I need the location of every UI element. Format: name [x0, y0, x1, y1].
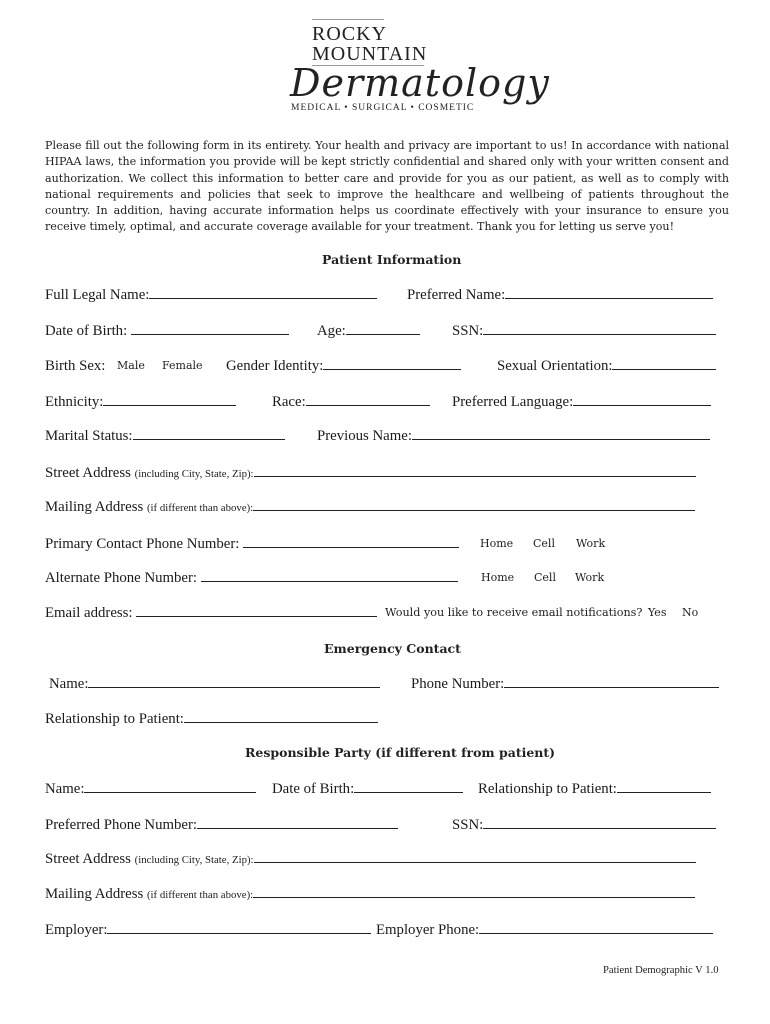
- emergency-relationship-field[interactable]: [45, 710, 378, 728]
- gender-identity-line[interactable]: [323, 357, 461, 370]
- street-address-label: Street Address: [45, 465, 131, 481]
- primary-phone-home-option[interactable]: Home: [480, 537, 514, 550]
- alternate-phone-work-option[interactable]: Work: [575, 571, 605, 584]
- emergency-phone-label: Phone Number:: [411, 676, 505, 692]
- ethnicity-field[interactable]: [45, 393, 236, 411]
- preferred-language-label: Preferred Language:: [452, 394, 574, 410]
- responsible-mailing-label: Mailing Address: [45, 886, 144, 902]
- full-legal-name-label: Full Legal Name:: [45, 287, 150, 303]
- responsible-ssn-field[interactable]: [452, 816, 716, 834]
- logo-mountain: MOUNTAIN: [312, 43, 428, 65]
- mailing-address-line[interactable]: [253, 498, 695, 511]
- mailing-address-note: (if different than above):: [146, 502, 254, 514]
- street-address-line[interactable]: [254, 464, 696, 477]
- race-label: Race:: [272, 394, 306, 410]
- responsible-street-label: Street Address: [45, 851, 131, 867]
- responsible-phone-field[interactable]: [45, 816, 398, 834]
- ethnicity-line[interactable]: [103, 393, 236, 406]
- dob-line[interactable]: [131, 322, 289, 335]
- age-label: Age:: [317, 323, 346, 339]
- responsible-mailing-field[interactable]: [45, 885, 695, 904]
- emergency-phone-line[interactable]: [504, 675, 719, 688]
- preferred-name-label: Preferred Name:: [407, 287, 506, 303]
- marital-status-field[interactable]: [45, 427, 285, 445]
- responsible-name-line[interactable]: [84, 780, 256, 793]
- responsible-mailing-line[interactable]: [253, 885, 695, 898]
- responsible-phone-label: Preferred Phone Number:: [45, 817, 198, 833]
- responsible-name-field[interactable]: [45, 780, 256, 798]
- email-notifications-yes-option[interactable]: Yes: [648, 606, 667, 619]
- emergency-name-label: Name:: [49, 676, 89, 692]
- birth-sex-label: Birth Sex:: [45, 358, 106, 374]
- responsible-street-field[interactable]: [45, 850, 696, 869]
- preferred-language-field[interactable]: [452, 393, 711, 411]
- birth-sex-male-option[interactable]: Male: [117, 359, 145, 372]
- emergency-contact-heading: Emergency Contact: [324, 641, 461, 656]
- logo-subtitle: MEDICAL • SURGICAL • COSMETIC: [291, 103, 475, 113]
- sexual-orientation-label: Sexual Orientation:: [497, 358, 613, 374]
- preferred-language-line[interactable]: [573, 393, 711, 406]
- full-legal-name-line[interactable]: [149, 286, 377, 299]
- primary-phone-line[interactable]: [243, 535, 459, 548]
- emergency-name-line[interactable]: [88, 675, 380, 688]
- responsible-dob-line[interactable]: [354, 780, 463, 793]
- full-legal-name-field[interactable]: [45, 286, 377, 304]
- logo-rocky: ROCKY: [312, 23, 388, 45]
- patient-information-heading: Patient Information: [322, 252, 462, 267]
- footer-version: Patient Demographic V 1.0: [603, 965, 719, 976]
- ssn-field[interactable]: [452, 322, 716, 340]
- employer-phone-label: Employer Phone:: [376, 922, 480, 938]
- age-field[interactable]: [317, 322, 420, 340]
- age-line[interactable]: [346, 322, 420, 335]
- responsible-ssn-line[interactable]: [483, 816, 716, 829]
- emergency-phone-field[interactable]: [411, 675, 719, 693]
- birth-sex-female-option[interactable]: Female: [162, 359, 203, 372]
- logo-top-rule: [312, 19, 384, 20]
- race-field[interactable]: [272, 393, 430, 411]
- responsible-name-label: Name:: [45, 781, 85, 797]
- logo-dermatology: Dermatology: [290, 61, 550, 105]
- responsible-phone-line[interactable]: [197, 816, 398, 829]
- email-notifications-no-option[interactable]: No: [682, 606, 699, 619]
- email-field[interactable]: [45, 604, 377, 622]
- ethnicity-label: Ethnicity:: [45, 394, 104, 410]
- street-address-note: (including City, State, Zip):: [134, 468, 254, 480]
- dob-field[interactable]: [45, 322, 289, 340]
- email-line[interactable]: [136, 604, 377, 617]
- alternate-phone-home-option[interactable]: Home: [481, 571, 515, 584]
- responsible-dob-label: Date of Birth:: [272, 781, 355, 797]
- emergency-name-field[interactable]: [49, 675, 380, 693]
- email-notifications-question: Would you like to receive email notifications?: [385, 606, 643, 619]
- emergency-relationship-line[interactable]: [184, 710, 378, 723]
- responsible-street-note: (including City, State, Zip):: [134, 854, 254, 866]
- primary-phone-field[interactable]: [45, 535, 459, 553]
- responsible-relationship-field[interactable]: [478, 780, 711, 798]
- responsible-street-line[interactable]: [254, 850, 696, 863]
- gender-identity-label: Gender Identity:: [226, 358, 324, 374]
- intro-paragraph: Please fill out the following form in its entirety. Your health and privacy are important to us! In accordance with national HIPAA laws, the information you provide will be kept strictly confidential and shared only with your written consent and authorization. We collect this information to better care and provide for you as our patient, as well as to comply with national requirements and policies that seek to improve the healthcare and wellbeing of patients throughout the country. In addition, having accurate information helps us coordinate effectively with your insurance to ensure you receive timely, optimal, and accurate coverage available for your treatment. Thank you for letting us serve you!: [45, 139, 729, 234]
- mailing-address-field[interactable]: [45, 498, 695, 517]
- preferred-name-line[interactable]: [505, 286, 713, 299]
- alternate-phone-field[interactable]: [45, 569, 458, 587]
- alternate-phone-label: Alternate Phone Number:: [45, 570, 198, 586]
- dob-label: Date of Birth:: [45, 323, 128, 339]
- responsible-party-heading: Responsible Party (if different from patient): [245, 745, 556, 760]
- responsible-relationship-label: Relationship to Patient:: [478, 781, 617, 797]
- email-label: Email address:: [45, 605, 133, 621]
- gender-identity-field[interactable]: [226, 357, 461, 375]
- employer-phone-field[interactable]: [376, 921, 713, 939]
- employer-field[interactable]: [45, 921, 371, 939]
- responsible-relationship-line[interactable]: [617, 780, 711, 793]
- primary-phone-work-option[interactable]: Work: [576, 537, 606, 550]
- marital-status-line[interactable]: [133, 427, 285, 440]
- ssn-line[interactable]: [483, 322, 716, 335]
- sexual-orientation-line[interactable]: [612, 357, 716, 370]
- employer-line[interactable]: [107, 921, 371, 934]
- marital-status-label: Marital Status:: [45, 428, 133, 444]
- street-address-field[interactable]: [45, 464, 696, 483]
- previous-name-label: Previous Name:: [317, 428, 412, 444]
- primary-phone-cell-option[interactable]: Cell: [533, 537, 555, 550]
- employer-phone-line[interactable]: [479, 921, 713, 934]
- emergency-relationship-label: Relationship to Patient:: [45, 711, 184, 727]
- race-line[interactable]: [306, 393, 430, 406]
- alternate-phone-line[interactable]: [201, 569, 458, 582]
- mailing-address-label: Mailing Address: [45, 499, 144, 515]
- previous-name-line[interactable]: [412, 427, 710, 440]
- primary-phone-label: Primary Contact Phone Number:: [45, 536, 240, 552]
- ssn-label: SSN:: [452, 323, 484, 339]
- employer-label: Employer:: [45, 922, 108, 938]
- responsible-dob-field[interactable]: [272, 780, 463, 798]
- preferred-name-field[interactable]: [407, 286, 713, 304]
- sexual-orientation-field[interactable]: [497, 357, 716, 375]
- responsible-ssn-label: SSN:: [452, 817, 484, 833]
- responsible-mailing-note: (if different than above):: [146, 889, 254, 901]
- alternate-phone-cell-option[interactable]: Cell: [534, 571, 556, 584]
- previous-name-field[interactable]: [317, 427, 710, 445]
